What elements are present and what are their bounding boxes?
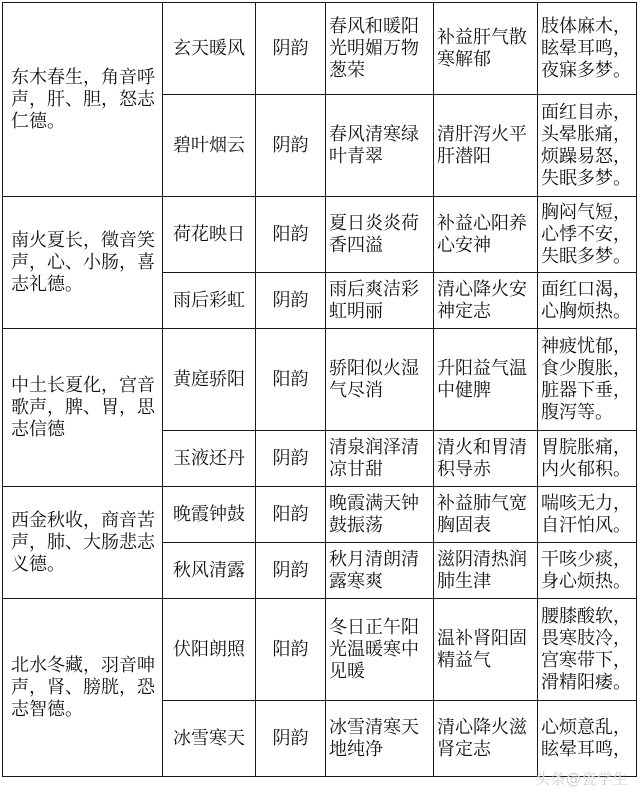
music-name-cell: 黄庭骄阳: [163, 329, 256, 431]
tone-cell: 阴韵: [256, 431, 326, 487]
imagery-cell: 秋月清朗清露寒爽: [326, 543, 434, 599]
imagery-cell: 骄阳似火湿气尽消: [326, 329, 434, 431]
element-cell: 北水冬藏，羽音呻声，肾、膀胱，恐志智德。: [3, 599, 163, 777]
tone-cell: 阴韵: [256, 701, 326, 777]
imagery-cell: 冰雪清寒天地纯净: [326, 701, 434, 777]
effect-cell: 补益肝气散寒解郁: [434, 3, 538, 95]
table-row: [3, 599, 637, 701]
effect-cell: 清火和胃清积导赤: [434, 431, 538, 487]
element-cell: 西金秋收，商音苦声，肺、大肠悲志义德。: [3, 487, 163, 599]
imagery-cell: 夏日炎炎荷香四溢: [326, 197, 434, 273]
effect-cell: 补益心阳养心安神: [434, 197, 538, 273]
tone-cell: 阴韵: [256, 95, 326, 197]
symptoms-cell: 胸闷气短，心悸不安，失眠多梦。: [538, 197, 637, 273]
effect-cell: 升阳益气温中健脾: [434, 329, 538, 431]
five-elements-music-table: [2, 2, 637, 777]
symptoms-cell: 神疲忧郁，食少腹胀，脏器下垂，腹泻等。: [538, 329, 637, 431]
imagery-cell: 冬日正午阳光温暖寒中见暖: [326, 599, 434, 701]
effect-cell: 滋阴清热润肺生津: [434, 543, 538, 599]
tone-cell: 阳韵: [256, 329, 326, 431]
effect-cell: 补益肺气宽胸固表: [434, 487, 538, 543]
music-name-cell: 伏阳朗照: [163, 599, 256, 701]
symptoms-cell: 心烦意乱，眩晕耳鸣，: [538, 701, 637, 777]
symptoms-cell: 胃脘胀痛，内火郁积。: [538, 431, 637, 487]
tone-cell: 阳韵: [256, 599, 326, 701]
table-row: [3, 3, 637, 95]
table-row: [3, 487, 637, 543]
music-name-cell: 玉液还丹: [163, 431, 256, 487]
music-name-cell: 玄天暖风: [163, 3, 256, 95]
imagery-cell: 晚霞满天钟鼓振荡: [326, 487, 434, 543]
effect-cell: 温补肾阳固精益气: [434, 599, 538, 701]
symptoms-cell: 肢体麻木，眩晕耳鸣，夜寐多梦。: [538, 3, 637, 95]
tone-cell: 阴韵: [256, 273, 326, 329]
effect-cell: 清肝泻火平肝潜阳: [434, 95, 538, 197]
symptoms-cell: 干咳少痰，身心烦热。: [538, 543, 637, 599]
imagery-cell: 清泉润泽清凉甘甜: [326, 431, 434, 487]
symptoms-cell: 腰膝酸软，畏寒肢冷，宫寒带下，滑精阳痿。: [538, 599, 637, 701]
tone-cell: 阴韵: [256, 543, 326, 599]
symptoms-cell: 喘咳无力，自汗怕风。: [538, 487, 637, 543]
music-name-cell: 雨后彩虹: [163, 273, 256, 329]
music-name-cell: 碧叶烟云: [163, 95, 256, 197]
symptoms-cell: 面红口渴，心胸烦热。: [538, 273, 637, 329]
music-name-cell: 冰雪寒天: [163, 701, 256, 777]
music-name-cell: 秋风清露: [163, 543, 256, 599]
tone-cell: 阳韵: [256, 197, 326, 273]
effect-cell: 清心降火滋肾定志: [434, 701, 538, 777]
symptoms-cell: 面红目赤，头晕胀痛，烦躁易怒，失眠多梦。: [538, 95, 637, 197]
tone-cell: 阳韵: [256, 487, 326, 543]
table-row: [3, 197, 637, 273]
imagery-cell: 春风清寒绿叶青翠: [326, 95, 434, 197]
music-name-cell: 晚霞钟鼓: [163, 487, 256, 543]
imagery-cell: 雨后爽洁彩虹明丽: [326, 273, 434, 329]
table-row: [3, 329, 637, 431]
music-name-cell: 荷花映日: [163, 197, 256, 273]
imagery-cell: 春风和暖阳光明媚万物葱荣: [326, 3, 434, 95]
element-cell: 中土长夏化，宫音歌声，脾、胃，思志信德: [3, 329, 163, 487]
effect-cell: 清心降火安神定志: [434, 273, 538, 329]
watermark: 头条@瓷学生: [534, 770, 628, 788]
element-cell: 南火夏长，徵音笑声，心、小肠，喜志礼德。: [3, 197, 163, 329]
element-cell: 东木春生，角音呼声，肝、胆，怒志仁德。: [3, 3, 163, 197]
tone-cell: 阴韵: [256, 3, 326, 95]
